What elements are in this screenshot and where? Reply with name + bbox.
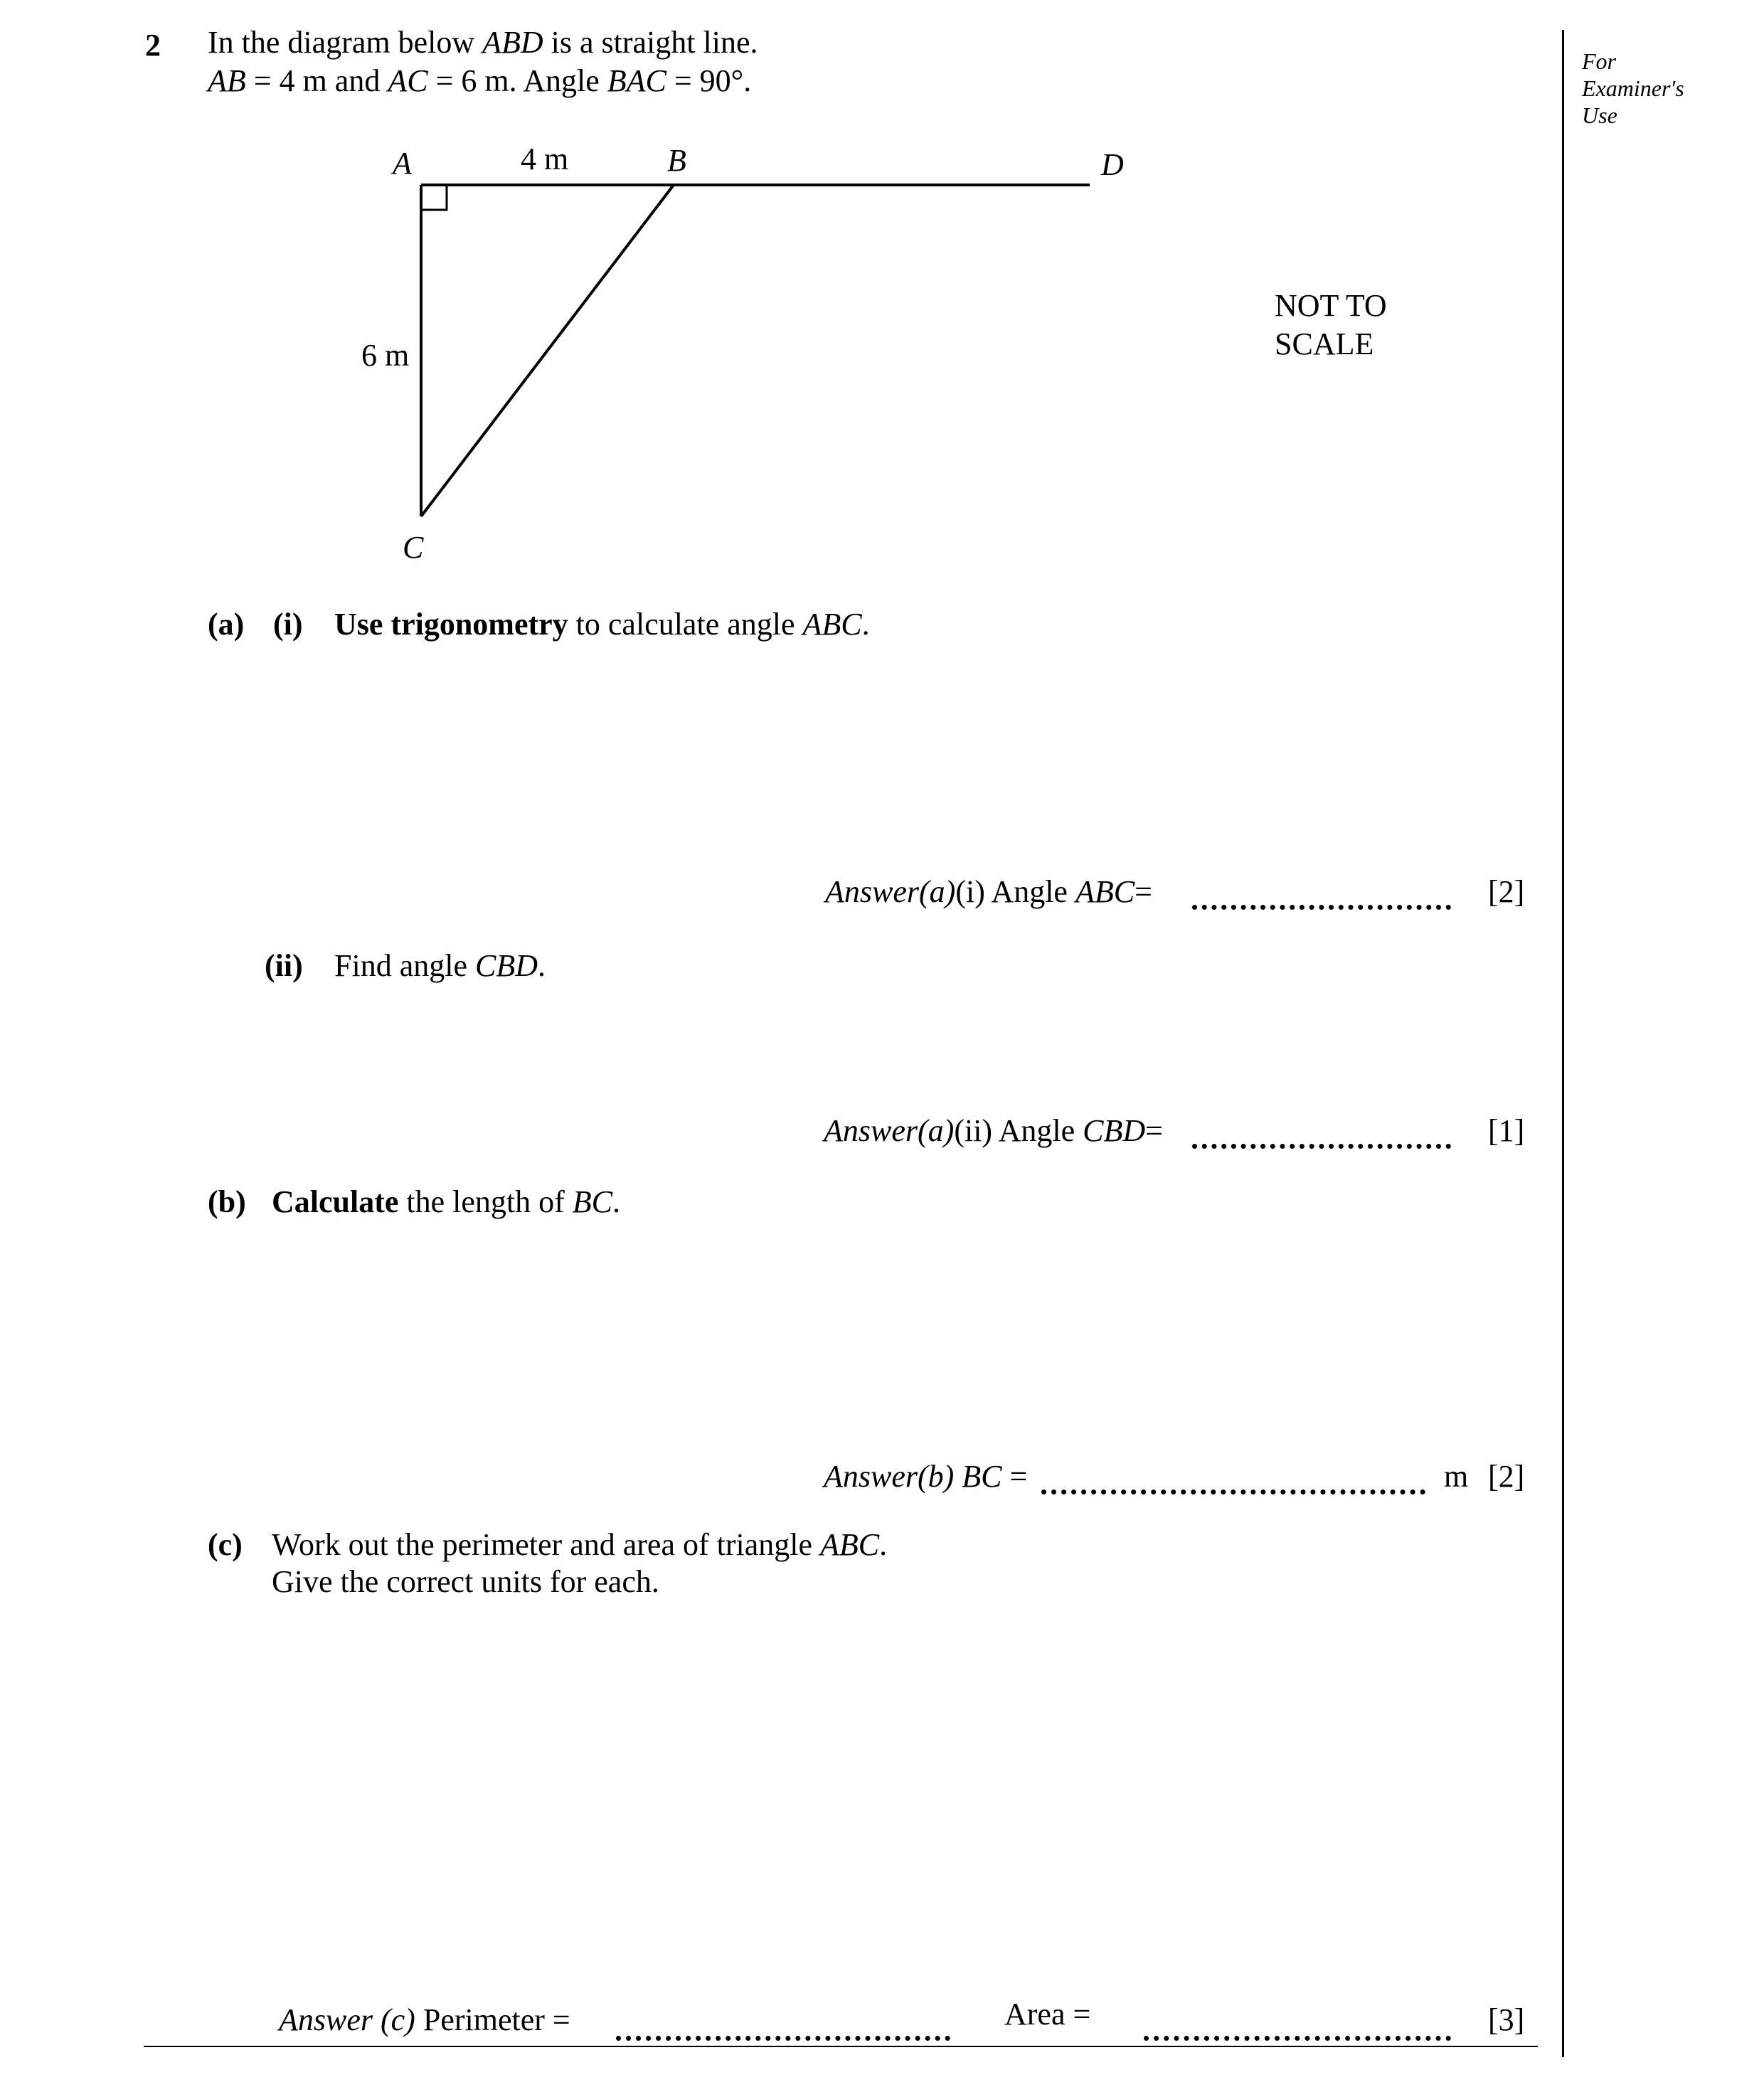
- answer-prefix: Answer(a): [824, 1113, 955, 1148]
- answer-c-perimeter-field[interactable]: [616, 2036, 950, 2041]
- instruction-text: the length of: [398, 1184, 573, 1219]
- instruction-text: Work out the perimeter and area of triangle: [272, 1527, 821, 1562]
- instruction-var: BC: [572, 1184, 613, 1219]
- vertex-label-b: B: [667, 143, 686, 178]
- answer-text: (i) Angle: [955, 874, 1075, 909]
- intro-var-abd: ABD: [482, 25, 543, 60]
- page-bottom-rule: [144, 2046, 1538, 2047]
- intro-var-bac: BAC: [607, 63, 666, 98]
- side-label-ab: 4 m: [521, 142, 569, 176]
- answer-prefix: Answer (c): [279, 2002, 415, 2037]
- answer-text: (ii) Angle: [954, 1113, 1083, 1148]
- answer-eq: =: [1001, 1459, 1028, 1494]
- side-label-ac: 6 m: [361, 338, 410, 373]
- intro-text-end: = 90°.: [666, 63, 752, 98]
- answer-b-label: [824, 1461, 1027, 1492]
- examiner-margin-line-2: Examiner's: [1582, 75, 1684, 101]
- answer-var: ABC: [1075, 874, 1135, 909]
- not-to-scale-line-2: SCALE: [1275, 326, 1374, 361]
- part-a-ii-question: [334, 950, 546, 982]
- line-bc: [421, 185, 674, 516]
- answer-c-area-field[interactable]: [1144, 2036, 1451, 2041]
- vertex-label-a: A: [393, 146, 412, 181]
- part-a-i-question: [334, 609, 870, 640]
- examiner-margin-line-1: For: [1582, 48, 1616, 74]
- answer-eq: =: [1145, 1113, 1163, 1148]
- answer-b-unit: m: [1444, 1459, 1469, 1494]
- intro-var-ab: AB: [208, 63, 246, 98]
- answer-a-ii-field[interactable]: [1192, 1144, 1451, 1149]
- part-a-ii-label: (ii): [265, 948, 303, 983]
- instruction-var: CBD: [474, 948, 538, 983]
- answer-a-i-field[interactable]: [1192, 905, 1451, 910]
- intro-text: In the diagram below: [208, 25, 483, 60]
- instruction-bold: Calculate: [272, 1184, 399, 1219]
- intro-var-ac: AC: [388, 63, 428, 98]
- answer-a-i-label: [825, 876, 1152, 908]
- instruction-end: .: [861, 607, 870, 642]
- part-a-i-label: (i): [273, 607, 303, 642]
- instruction-end: .: [537, 948, 546, 983]
- answer-b-field[interactable]: [1041, 1489, 1425, 1494]
- instruction-var: ABC: [820, 1527, 880, 1562]
- intro-text: = 6 m. Angle: [427, 63, 607, 98]
- part-b-question: [272, 1186, 620, 1218]
- instruction-var: ABC: [802, 607, 862, 642]
- vertex-label-c: C: [403, 530, 424, 565]
- part-c-question-line-1: [272, 1529, 887, 1561]
- intro-text-end: is a straight line.: [543, 25, 758, 60]
- part-b-label: (b): [208, 1184, 246, 1219]
- answer-prefix: Answer(b) BC: [824, 1459, 1002, 1494]
- instruction-text: Find angle: [334, 948, 475, 983]
- answer-text: Perimeter =: [415, 2002, 570, 2037]
- answer-c-area-label: Area =: [1004, 1997, 1091, 2032]
- instruction-end: .: [879, 1527, 888, 1562]
- intro-text: = 4 m and: [245, 63, 388, 98]
- instruction-end: .: [612, 1184, 621, 1219]
- marks-b: [2]: [1488, 1459, 1525, 1494]
- answer-var: CBD: [1083, 1113, 1146, 1148]
- part-c-question-line-2: Give the correct units for each.: [272, 1564, 659, 1599]
- question-number: 2: [145, 28, 161, 63]
- right-angle-marker: [421, 185, 447, 210]
- marks-a-ii: [1]: [1488, 1113, 1525, 1148]
- not-to-scale-line-1: NOT TO: [1275, 288, 1387, 323]
- answer-c-perimeter-label: [279, 2004, 570, 2036]
- examiner-margin-line-3: Use: [1582, 102, 1617, 128]
- answer-eq: =: [1135, 874, 1152, 909]
- vertex-label-d: D: [1101, 147, 1124, 182]
- instruction-text: to calculate angle: [568, 607, 803, 642]
- answer-prefix: Answer(a): [825, 874, 956, 909]
- part-a-label: (a): [208, 607, 245, 642]
- marks-c: [3]: [1488, 2002, 1525, 2037]
- answer-a-ii-label: [824, 1115, 1163, 1147]
- marks-a-i: [2]: [1488, 874, 1525, 909]
- instruction-bold: Use trigonometry: [334, 607, 568, 642]
- part-c-label: (c): [208, 1527, 243, 1562]
